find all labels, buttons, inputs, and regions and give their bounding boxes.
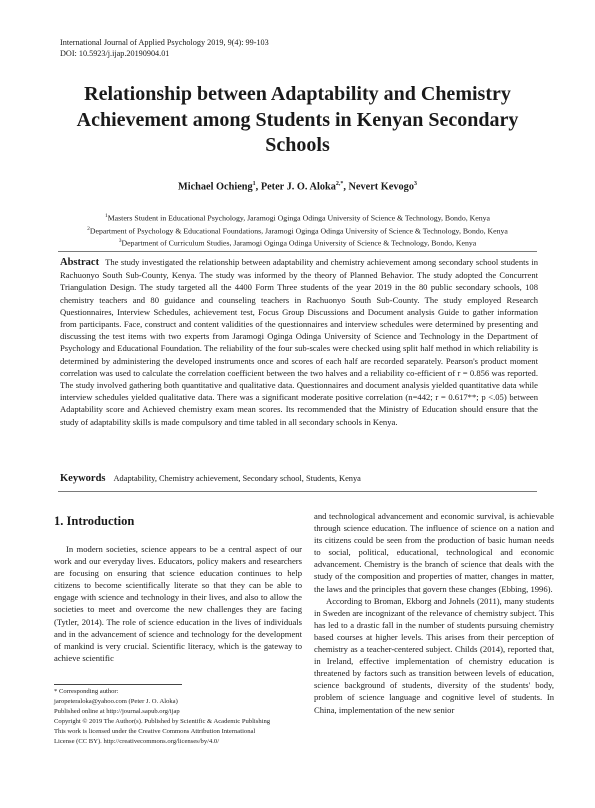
abstract — [60, 256, 538, 428]
footnote — [54, 687, 304, 747]
title-line-3: Schools — [265, 134, 330, 156]
copyright-line: Copyright © 2019 The Author(s). Published by Scientific & Academic Publishing — [54, 718, 271, 725]
affiliation-line — [40, 224, 555, 237]
keywords-bottom-rule — [58, 491, 537, 492]
abstract-top-rule — [58, 251, 537, 252]
journal-header — [60, 38, 269, 59]
keywords-text: Adaptability, Chemistry achievement, Secondary school, Students, Kenya — [113, 474, 361, 483]
affiliation-sup: 1 — [105, 213, 108, 219]
paragraph: and technological advancement and economic survival, is achievable through science education. The influence of science on a nation and its citizens could be seen from the production of basic human needs to social, political, educational, technological and economic advancement. Chemistry is the branch of science that deals with the study of the composition and properties of matter, changes in matter, the laws and the principles that govern these changes (Ebbing, 1996). — [314, 511, 554, 594]
author-list: Michael Ochieng$^1$, Peter J. O. Aloka$^{2,*}$, Nevert Kevogo$^3$ — [178, 181, 417, 193]
license-line: License (CC BY). http://creativecommons.org/licenses/by/4.0/ — [54, 738, 220, 745]
author-affil-sup: 3 — [413, 181, 417, 187]
abstract-label: Abstract — [60, 257, 100, 268]
section-heading: 1. Introduction — [54, 514, 135, 528]
affiliations — [40, 211, 555, 249]
author-name: Nevert Kevogo — [348, 181, 414, 193]
title-line-2: Achievement among Students in Kenyan Secondary — [76, 108, 519, 131]
affiliation-line — [40, 236, 555, 249]
affiliation-text: Department of Psychology & Educational Foundations, Jaramogi Oginga Odinga University of Science & Technology, Bondo, Kenya — [89, 226, 508, 236]
keywords — [60, 473, 538, 484]
affiliation-sup: 3 — [118, 238, 122, 245]
abstract-text: The study investigated the relationship between adaptability and chemistry achievement among secondary school students in Rachuonyo South Sub-County, Kenya. The study was informed by the theory of Planned Behavior. The study adopted the Concurrent Triangulation Design. The study targeted all the 4400 Form Three students of the year 2019 in the 80 public secondary schools, 108 chemistry teachers and 80 guidance and counseling teachers in Rachuonyo South Sub-County. The study employed Research Questionnaires, Interview Schedules, achievement test, Focus Group Discussions and Document analysis Guide to gather information from participants. Face, construct and content validities of the questionnaires and interview schedules were determined by presenting and discussing the test items with two experts from Jaramogi Oginga Odinga University of Science and Technology in the Department of Psychology and Educational Foundation. The reliability of the four sub-scales were checked using split half method in which reliability is determined by administering the developed instruments once and scores of each half are recorded separately. Pearson's product moment correlation was used to calculate the correlation coefficient between the two halves and a reliability co-efficient of r = 0.856 was reported. The study involved gathering both quantitative and qualitative data. Questionnaires and document analysis yielded quantitative data while interview schedules yielded qualitative data. There was a significant moderate positive correlation (n=442; r = 0.617**; p <.05) between Adaptability score and Achieved chemistry exam mean scores. Its recommended that the Ministry of Education should ensure that the study of adaptability skills is made compulsory and time tabled in all secondary schools in Kenya. — [60, 257, 538, 427]
author-name: Michael Ochieng — [178, 181, 253, 193]
affiliation-sup: 2 — [87, 225, 90, 232]
author-affil-sup: 2,* — [335, 181, 344, 187]
paper-title — [40, 82, 555, 159]
left-column — [54, 543, 302, 664]
paragraph: According to Broman, Ekborg and Johnels (2011), many students in Sweden are incognizant of the relevance of chemistry subject. This has led to a drastic fall in the number of students pursuing chemistry based courses at higher levels. This arises from their perception of chemistry as a teacher-centered subject. Childs (2014), reported that, in Ireland, effective implementation of chemistry education is threatened by factors such as transition between levels of education, science background of students, diversity of the students' body, problem of science language and cognitive level of students. In China, implementation of the new senior — [314, 595, 554, 715]
author-affil-sup: 1 — [252, 181, 256, 187]
author-name: Peter J. O. Aloka — [260, 181, 336, 193]
affiliation-text: Department of Curriculum Studies, Jaramogi Oginga Odinga University of Science & Technology, Bondo, Kenya — [121, 238, 477, 248]
affiliation-line — [40, 211, 555, 224]
paragraph: In modern societies, science appears to be a central aspect of our work and our everyday lives. Educators, policy makers and researchers are focusing on ensuring that science education continues to help citizens to become scientifically literate so that they can be able to engage with science and technology in their lives, and also to allow the societies to meet and overcome the new challenges they are facing (Tytler, 2014). The role of science education in the lives of individuals and in the advancement of science and technology for the development of mankind is very crucial. Scientific literacy, which is the gateway to achieve scientific — [54, 544, 302, 663]
right-column — [314, 510, 554, 716]
affiliation-text: Masters Student in Educational Psychology, Jaramogi Oginga Odinga University of Science & Technology, Bondo, Kenya — [107, 213, 490, 223]
journal-citation: International Journal of Applied Psychology 2019, 9(4): 99-103 — [60, 38, 269, 47]
doi: DOI: 10.5923/j.ijap.20190904.01 — [60, 48, 170, 58]
corresponding-email: jaropeteraloka@yahoo.com (Peter J. O. Aloka) — [54, 698, 178, 705]
keywords-label: Keywords — [60, 473, 106, 484]
footnote-rule — [54, 684, 182, 685]
published-line: Published online at http://journal.sapub.org/ijap — [54, 708, 180, 715]
corresponding-label: * Corresponding author: — [54, 688, 119, 695]
license-line: This work is licensed under the Creative Commons Attribution International — [54, 728, 256, 735]
title-line-1: Relationship between Adaptability and Chemistry — [84, 83, 511, 105]
